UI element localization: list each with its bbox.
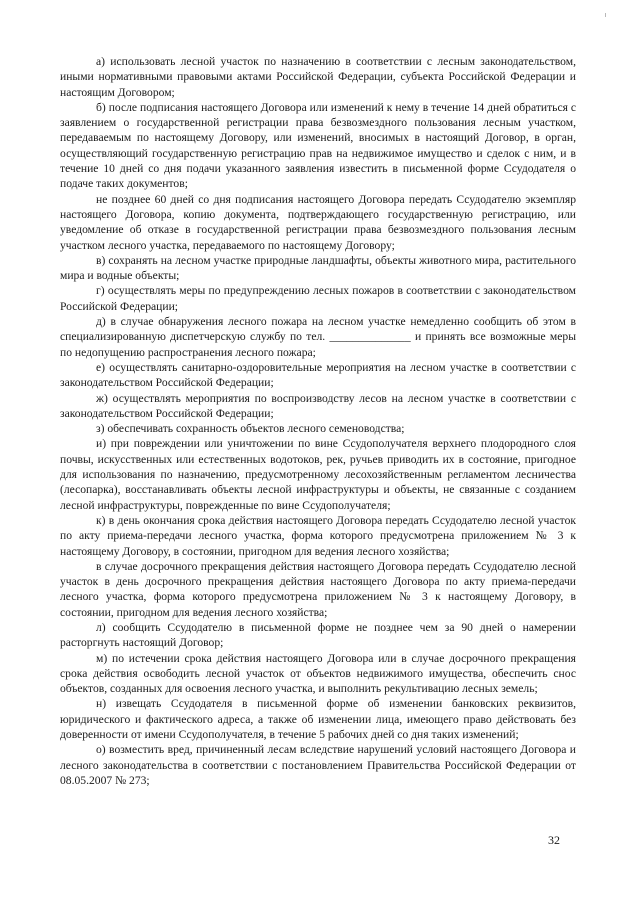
paragraph-n: н) извещать Ссудодателя в письменной форме об изменении банковских реквизитов, юридического и фактического адреса, а также об изменении лица, имеющего право действовать без доверенности от имени Ссудополучателя, в течение 5 рабочих дней со дня таких изменений; bbox=[60, 697, 576, 742]
paragraph-g: г) осуществлять меры по предупреждению лесных пожаров в соответствии с законодательством Российской Федерации; bbox=[60, 284, 576, 313]
paragraph-m: м) по истечении срока действия настоящего Договора или в случае досрочного прекращения срока действия освободить лесной участок от объектов недвижимого имущества, обеспечить снос объектов, созданных для освоения лесного участка, и выполнить рекультивацию лесных земель; bbox=[60, 651, 576, 696]
scan-speck bbox=[605, 13, 606, 17]
paragraph-b: б) после подписания настоящего Договора или изменений к нему в течение 14 дней обратиться с заявлением о государственной регистрации права безвозмездного пользования лесным участком, передаваемым по настоящему Договору, или изменений, вносимых в настоящий Договор, в орган, осуществляющий государственную регистрацию прав на недвижимое имущество и сделок с ним, и в течение 10 дней со дня подачи указанного заявления известить в письменной форме Ссудодателя о подаче таких документов; bbox=[60, 100, 576, 191]
paragraph-v: в) сохранять на лесном участке природные ландшафты, объекты животного мира, растительного мира и водные объекты; bbox=[60, 253, 576, 283]
document-page bbox=[60, 54, 576, 788]
paragraph-k: к) в день окончания срока действия настоящего Договора передать Ссудодателю лесной участок по акту приема-передачи лесного участка, форма которого предусмотрена приложением № 3 к настоящему Договору, в состоянии, пригодном для ведения лесного хозяйства; bbox=[60, 513, 576, 558]
paragraph-a: а) использовать лесной участок по назначению в соответствии с лесным законодательством, иными нормативными правовыми актами Российской Федерации, субъекта Российской Федерации и настоящим Договором; bbox=[60, 55, 576, 99]
paragraph-k-continuation: в случае досрочного прекращения действия настоящего Договора передать Ссудодателю лесной участок в день досрочного прекращения действия настоящего Договора по акту приема-передачи лесного участка, форма которого предусмотрена приложением № 3 к настоящему Договору, в состоянии, пригодном для ведения лесного хозяйства; bbox=[60, 559, 576, 619]
paragraph-d: д) в случае обнаружения лесного пожара на лесном участке немедленно сообщить об этом в специализированную диспетчерскую службу по тел. ______________ и принять все возможные меры по недопущению распространения лесного пожара; bbox=[60, 315, 576, 359]
paragraph-b-continuation: не позднее 60 дней со дня подписания настоящего Договора передать Ссудодателю экземпляр настоящего Договора, копию документа, подтверждающего государственную регистрацию, или уведомление об отказе в государственной регистрации права безвозмездного пользования лесным участком лесного участка, передаваемого по настоящему Договору; bbox=[60, 192, 576, 252]
paragraph-z: з) обеспечивать сохранность объектов лесного семеноводства; bbox=[96, 422, 405, 436]
paragraph-e: е) осуществлять санитарно-оздоровительные мероприятия на лесном участке в соответствии с законодательством Российской Федерации; bbox=[60, 360, 576, 390]
paragraph-zh: ж) осуществлять мероприятия по воспроизводству лесов на лесном участке в соответствии с законодательством Российской Федерации; bbox=[60, 391, 576, 420]
page-number: 32 bbox=[548, 833, 560, 847]
paragraph-o: о) возместить вред, причиненный лесам вследствие нарушений условий настоящего Договора и лесного законодательства в соответствии с постановлением Правительства Российской Федерации от 08.05.2007 № 273; bbox=[60, 743, 576, 787]
paragraph-l: л) сообщить Ссудодателю в письменной форме не позднее чем за 90 дней о намерении расторгнуть настоящий Договор; bbox=[60, 620, 576, 650]
paragraph-i: и) при повреждении или уничтожении по вине Ссудополучателя верхнего плодородного слоя почвы, искусственных или естественных водотоков, рек, ручьев приводить их в состояние, пригодное для использования по назначению, предусмотренному лесохозяйственным регламентом лесничества (лесопарка), восстанавливать объекты лесной инфраструктуры и объекты, не связанные с созданием лесной инфраструктуры, поврежденные по вине Ссудополучателя; bbox=[60, 437, 576, 512]
